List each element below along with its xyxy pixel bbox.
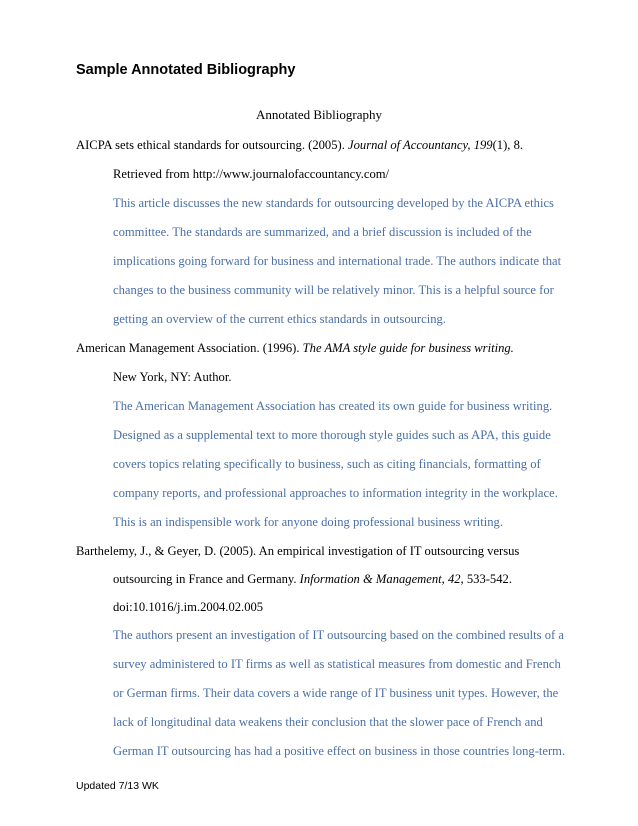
entry-3-annotation-line: German IT outsourcing has had a positive effect on business in those countries long-term.: [113, 744, 566, 758]
entry-2-annotation-line: company reports, and professional approaches to information integrity in the workplace.: [113, 486, 558, 500]
entry-2-reference-line-1: [76, 340, 514, 356]
entry-2-title: The AMA style guide for business writing.: [302, 341, 514, 355]
entry-3-annotation-line: lack of longitudinal data weakens their conclusion that the slower pace of French and: [113, 715, 543, 729]
entry-2-annotation-line: This is an indispensible work for anyone doing professional business writing.: [113, 515, 504, 529]
entry-2-reference-line-2: New York, NY: Author.: [113, 370, 232, 384]
entry-3-ref-text: outsourcing in France and Germany.: [113, 572, 300, 586]
entry-2-ref-text: American Management Association. (1996).: [76, 341, 303, 355]
entry-3-ref-pages: , 533-542.: [460, 572, 512, 586]
entry-3-reference-line-2: [113, 571, 512, 587]
entry-2-annotation-line: Designed as a supplemental text to more thorough style guides such as APA, this guide: [113, 428, 551, 442]
entry-3-annotation-line: or German firms. Their data covers a wide range of IT business unit types. However, the: [113, 686, 559, 700]
entry-1-annotation-line: changes to the business community will be relatively minor. This is a helpful source for: [113, 283, 554, 297]
entry-1-annotation-line: getting an overview of the current ethics standards in outsourcing.: [113, 312, 446, 326]
entry-3-journal: Information & Management, 42: [299, 572, 461, 586]
entry-1-annotation-line: implications going forward for business and international trade. The authors indicate that: [113, 254, 562, 268]
entry-1-ref-issue: (1), 8.: [492, 138, 524, 152]
entry-3-annotation-line: The authors present an investigation of IT outsourcing based on the combined results of a: [113, 628, 564, 642]
entry-1-reference-line-1: [76, 137, 523, 153]
entry-1-journal: Journal of Accountancy, 199: [348, 138, 493, 152]
entry-1-annotation-line: committee. The standards are summarized, and a brief discussion is included of the: [113, 225, 532, 239]
entry-3-annotation-line: survey administered to IT firms as well as statistical measures from domestic and French: [113, 657, 561, 671]
entry-3-reference-line-1: Barthelemy, J., & Geyer, D. (2005). An empirical investigation of IT outsourcing versus: [76, 544, 520, 558]
entry-1-annotation-line: This article discusses the new standards for outsourcing developed by the AICPA ethics: [113, 196, 554, 210]
entry-3-reference-line-3: doi:10.1016/j.im.2004.02.005: [113, 600, 264, 614]
page-heading: Sample Annotated Bibliography: [76, 62, 296, 78]
entry-2-annotation-line: covers topics relating specifically to business, such as citing financials, formatting of: [113, 457, 541, 471]
entry-1-reference-line-2: Retrieved from http://www.journalofaccountancy.com/: [113, 167, 390, 181]
entry-2-annotation-line: The American Management Association has created its own guide for business writing.: [113, 399, 553, 413]
page-footer: Updated 7/13 WK: [76, 780, 159, 792]
bibliography-title: Annotated Bibliography: [255, 107, 382, 122]
entry-1-ref-text: AICPA sets ethical standards for outsourcing. (2005).: [76, 138, 349, 152]
